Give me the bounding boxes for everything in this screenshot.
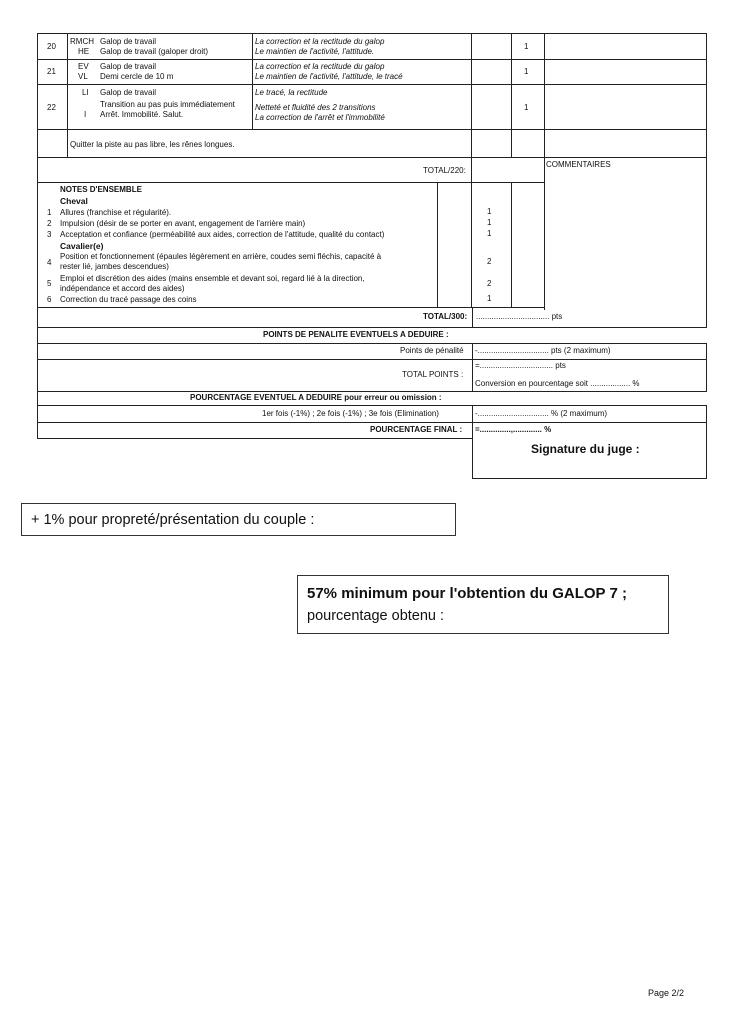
row-criteria: La correction de l'arrêt et l'immobilité <box>255 113 385 122</box>
judge-signature-label: Signature du juge : <box>531 442 640 456</box>
percentage-deduction-header: POURCENTAGE EVENTUEL A DEDUIRE pour erreur ou omission : <box>190 393 442 402</box>
notes-title: NOTES D'ENSEMBLE <box>60 185 142 194</box>
row-number: 20 <box>47 42 56 51</box>
note-coefficient: 1 <box>487 229 492 238</box>
row-movement: Galop de travail <box>100 62 157 71</box>
note-text: Emploi et discrétion des aides (mains ensemble et devant soi, regard lié à la direction, <box>60 274 365 283</box>
note-number: 1 <box>47 208 52 217</box>
percentage-deduction-label: 1er fois (-1%) ; 2e fois (-1%) ; 3e fois (Elimination) <box>262 409 439 418</box>
total-220-label: TOTAL/220: <box>423 166 466 175</box>
note-coefficient: 2 <box>487 279 492 288</box>
page-number: Page 2/2 <box>648 988 685 998</box>
comments-heading: COMMENTAIRES <box>546 160 611 169</box>
total-points-label: TOTAL POINTS : <box>402 370 464 379</box>
total-300-label: TOTAL/300: <box>423 312 468 321</box>
row-criteria: La correction et la rectitude du galop <box>255 62 385 71</box>
note-text: Correction du tracé passage des coins <box>60 295 197 304</box>
note-coefficient: 2 <box>487 257 492 266</box>
note-text: indépendance et accord des aides) <box>60 284 185 293</box>
row-movement: Arrêt. Immobilité. Salut. <box>100 110 184 119</box>
note-number: 3 <box>47 230 52 239</box>
row-criteria: Le maintien de l'activité, l'attitude. <box>255 47 375 56</box>
row-letters: VL <box>78 72 88 81</box>
row-letters: LI <box>82 88 89 97</box>
row-criteria: Netteté et fluidité des 2 transitions <box>255 103 376 112</box>
cheval-heading: Cheval <box>60 196 88 206</box>
conversion-line[interactable]: Conversion en pourcentage soit .................. % <box>475 379 640 388</box>
cavalier-heading: Cavalier(e) <box>60 241 104 251</box>
total-300-value[interactable]: ................................. pts <box>476 312 563 321</box>
proprete-box <box>21 503 456 536</box>
row-movement: Galop de travail <box>100 37 157 46</box>
note-text: Impulsion (désir de se porter en avant, engagement de l'arrière main) <box>60 219 306 228</box>
percentage-obtained-label: pourcentage obtenu : <box>307 608 445 624</box>
penalty-label: Points de pénalité <box>400 346 464 355</box>
row-criteria: Le maintien de l'activité, l'attitude, le tracé <box>255 72 403 81</box>
row-letters: HE <box>78 47 90 56</box>
minimum-requirement: 57% minimum pour l'obtention du GALOP 7 ; <box>307 585 627 602</box>
row-movement: Galop de travail <box>100 88 157 97</box>
total-points-value[interactable]: =................................. pts <box>475 361 566 370</box>
note-number: 4 <box>47 258 52 267</box>
minimum-box <box>297 575 669 634</box>
note-number: 6 <box>47 295 52 304</box>
row-movement: Transition au pas puis immédiatement <box>100 100 235 109</box>
row-movement: Galop de travail (galoper droit) <box>100 47 209 56</box>
note-coefficient: 1 <box>487 294 492 303</box>
row-coefficient: 1 <box>524 67 529 76</box>
row-movement: Demi cercle de 10 m <box>100 72 174 81</box>
row-criteria: La correction et la rectitude du galop <box>255 37 385 46</box>
penalty-value[interactable]: -................................ pts (2 maximum) <box>475 346 611 355</box>
note-number: 5 <box>47 279 52 288</box>
note-coefficient: 1 <box>487 207 492 216</box>
note-text: Allures (franchise et régularité). <box>60 208 172 217</box>
note-text: Position et fonctionnement (épaules légèrement en arrière, coudes semi fléchis, capacité à <box>60 252 382 261</box>
row-letters: EV <box>78 62 89 71</box>
exit-instruction: Quitter la piste au pas libre, les rênes longues. <box>70 140 235 149</box>
row-coefficient: 1 <box>524 103 529 112</box>
row-coefficient: 1 <box>524 42 529 51</box>
row-number: 21 <box>47 67 56 76</box>
row-letters: I <box>84 110 87 119</box>
final-percentage-label: POURCENTAGE FINAL : <box>370 425 463 434</box>
row-letters: RMCH <box>70 37 94 46</box>
note-text: Acceptation et confiance (perméabilité aux aides, correction de l'attitude, qualité du contact) <box>60 230 385 239</box>
percentage-deduction-value[interactable]: -................................ % (2 maximum) <box>475 409 608 418</box>
row-number: 22 <box>47 103 56 112</box>
proprete-text: + 1% pour propreté/présentation du couple : <box>31 512 315 528</box>
note-number: 2 <box>47 219 52 228</box>
final-percentage-value[interactable]: =..............,............. % <box>475 425 552 434</box>
row-criteria: Le tracé, la rectitude <box>255 88 328 97</box>
note-coefficient: 1 <box>487 218 492 227</box>
penalty-header: POINTS DE PENALITE EVENTUELS A DEDUIRE : <box>263 330 449 339</box>
note-text: rester lié, jambes descendues) <box>60 262 169 271</box>
